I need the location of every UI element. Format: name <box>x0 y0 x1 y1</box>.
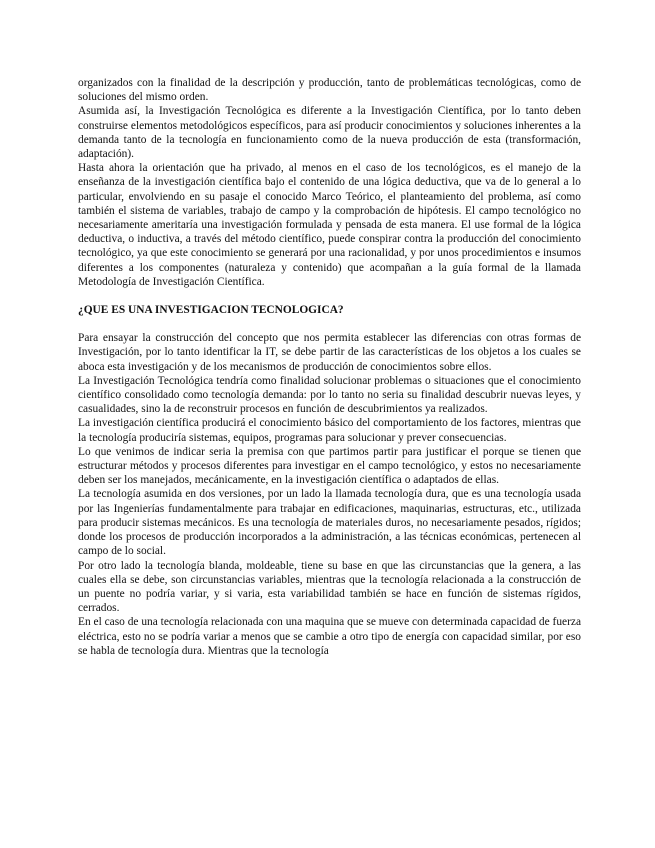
paragraph: Asumida así, la Investigación Tecnológica es diferente a la Investigación Científica, por lo tanto deben construirse elementos metodológicos específicos, para así producir conocimientos y soluciones inherentes a la demanda tanto de la tecnología en funcionamiento como de la nueva producción de esta (transformación, adaptación). <box>78 105 581 161</box>
paragraph: La Investigación Tecnológica tendría como finalidad solucionar problemas o situaciones que el conocimiento científico consolidado como tecnología demanda: por lo tanto no seria su finalidad descubrir nuevas leyes, y casualidades, sino la de reconstruir procesos en función de descubrimientos ya realizados. <box>78 374 581 416</box>
paragraph: organizados con la finalidad de la descripción y producción, tanto de problemáticas tecnológicas, como de soluciones del mismo orden. <box>78 77 581 104</box>
paragraph: La investigación científica producirá el conocimiento básico del comportamiento de los factores, mientras que la tecnología produciría sistemas, equipos, programas para solucionar y prever consecuencias. <box>78 417 581 444</box>
page-content <box>78 76 581 658</box>
paragraph: En el caso de una tecnología relacionada con una maquina que se mueve con determinada capacidad de fuerza eléctrica, esto no se podría variar a menos que se cambie a otro tipo de energía con capacidad similar, por eso se habla de tecnología dura. Mientras que la tecnología <box>78 616 581 657</box>
paragraph: La tecnología asumida en dos versiones, por un lado la llamada tecnología dura, que es una tecnología usada por las Ingenierías fundamentalmente para trabajar en edificaciones, maquinarias, estructuras, etc., utilizada para producir sistemas mecánicos. Es una tecnología de materiales duros, no necesariamente pesados, rígidos; donde los procesos de producción incorporados a la administración, a las técnicas económicas, pertenecen al campo de lo social. <box>78 488 581 558</box>
paragraph: Para ensayar la construcción del concepto que nos permita establecer las diferencias con otras formas de Investigación, por lo tanto identificar la IT, se debe partir de las características de los objetos a los cuales se aboca esta investigación y de los mecanismos de producción de conocimientos sobre ellos. <box>78 332 581 373</box>
paragraph: Lo que venimos de indicar seria la premisa con que partimos partir para justificar el porque se tienen que estructurar métodos y procesos diferentes para investigar en el campo tecnológico, y estos no necesariamente deben ser los manejados, mecánicamente, en la investigación científica o adaptados de ellas. <box>78 445 581 487</box>
paragraph: Por otro lado la tecnología blanda, moldeable, tiene su base en que las circunstancias que la genera, a las cuales ella se debe, son circunstancias variables, mientras que la tecnología relacionada a la construcción de un puente no podría variar, y si varia, esta variabilidad también se hace en función de sistemas rígidos, cerrados. <box>78 559 581 615</box>
paragraph: Hasta ahora la orientación que ha privado, al menos en el caso de los tecnológicos, es el manejo de la enseñanza de la investigación científica bajo el contenido de una lógica deductiva, que va de lo general a lo particular, envolviendo en su pasaje el conocido Marco Teórico, el planteamiento del problema, así como también el sistema de variables, trabajo de campo y la comprobación de hipótesis. El campo tecnológico no necesariamente ameritaría una investigación formulada y pensada de esta manera. El use formal de la lógica deductiva, o inductiva, a través del método científico, puede conspirar contra la producción del conocimiento tecnológico, ya que este conocimiento se generará por una racionalidad, y por unos procedimientos e insumos diferentes a los componentes (naturaleza y contenido) que acompañan a la guía formal de la llamada Metodología de Investigación Científica. <box>78 162 581 288</box>
section-heading: ¿QUE ES UNA INVESTIGACION TECNOLOGICA? <box>78 304 344 317</box>
